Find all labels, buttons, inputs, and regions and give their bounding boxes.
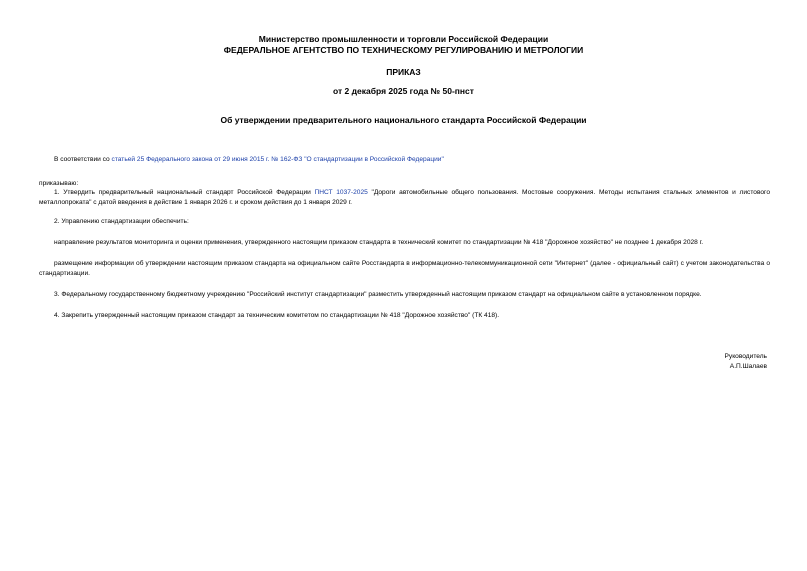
signatory-position: Руководитель [724,353,767,360]
signatory-name: А.П.Шалаев [729,363,767,370]
law-article-link[interactable]: статьей 25 Федерального закона от 29 июня 2015 г. № 162-ФЗ "О стандартизации в Российской Федерации" [111,156,444,163]
preamble-text: В соответствии со [54,156,112,163]
order-item-2-sub-2: размещение информации об утверждении настоящим приказом стандарта на официальном сайте Росстандарта в информационно-телекоммуникационной сети "Интернет" (далее - официальный сайт) с учетом законодательства о стандартизации. [39,260,770,277]
ministry-name: Министерство промышленности и торговли Российской Федерации [258,34,549,44]
order-item-3: 3. Федеральному государственному бюджетному учреждению "Российский институт стандартизации" разместить утвержденный настоящим приказом стандарт на официальном сайте в установленном порядке. [54,291,702,298]
standard-link[interactable]: ПНСТ 1037-2025 [314,189,368,196]
item-1-text-end: "Дороги автомобильные общего пользования. Мостовые сооружения. Методы испытания стальных элементов и листового металлопроката" с датой введения в действие 1 января 2026 г. и сроком действия до 1 января 2029 г. [39,189,770,206]
order-item-2: 2. Управлению стандартизации обеспечить: [54,218,189,225]
order-word: приказываю: [39,180,79,187]
document-title: Об утверждении предварительного национального стандарта Российской Федерации [220,115,587,125]
agency-name: ФЕДЕРАЛЬНОЕ АГЕНТСТВО ПО ТЕХНИЧЕСКОМУ РЕГУЛИРОВАНИЮ И МЕТРОЛОГИИ [223,45,584,55]
order-item-4: 4. Закрепить утвержденный настоящим приказом стандарт за техническим комитетом по стандартизации № 418 "Дорожное хозяйство" (ТК 418). [54,312,500,319]
order-item-1 [39,188,770,208]
order-item-2-sub-1: направление результатов мониторинга и оценки применения, утвержденного настоящим приказом стандарта в технический комитет по стандартизации № 418 "Дорожное хозяйство" не позднее 1 декабря 2028 г. [54,239,704,246]
preamble [54,155,444,165]
document-type: ПРИКАЗ [386,67,421,77]
item-1-text-start: 1. Утвердить предварительный национальный стандарт Российской Федерации [54,189,315,196]
document-date-number: от 2 декабря 2025 года № 50-пнст [333,86,474,96]
